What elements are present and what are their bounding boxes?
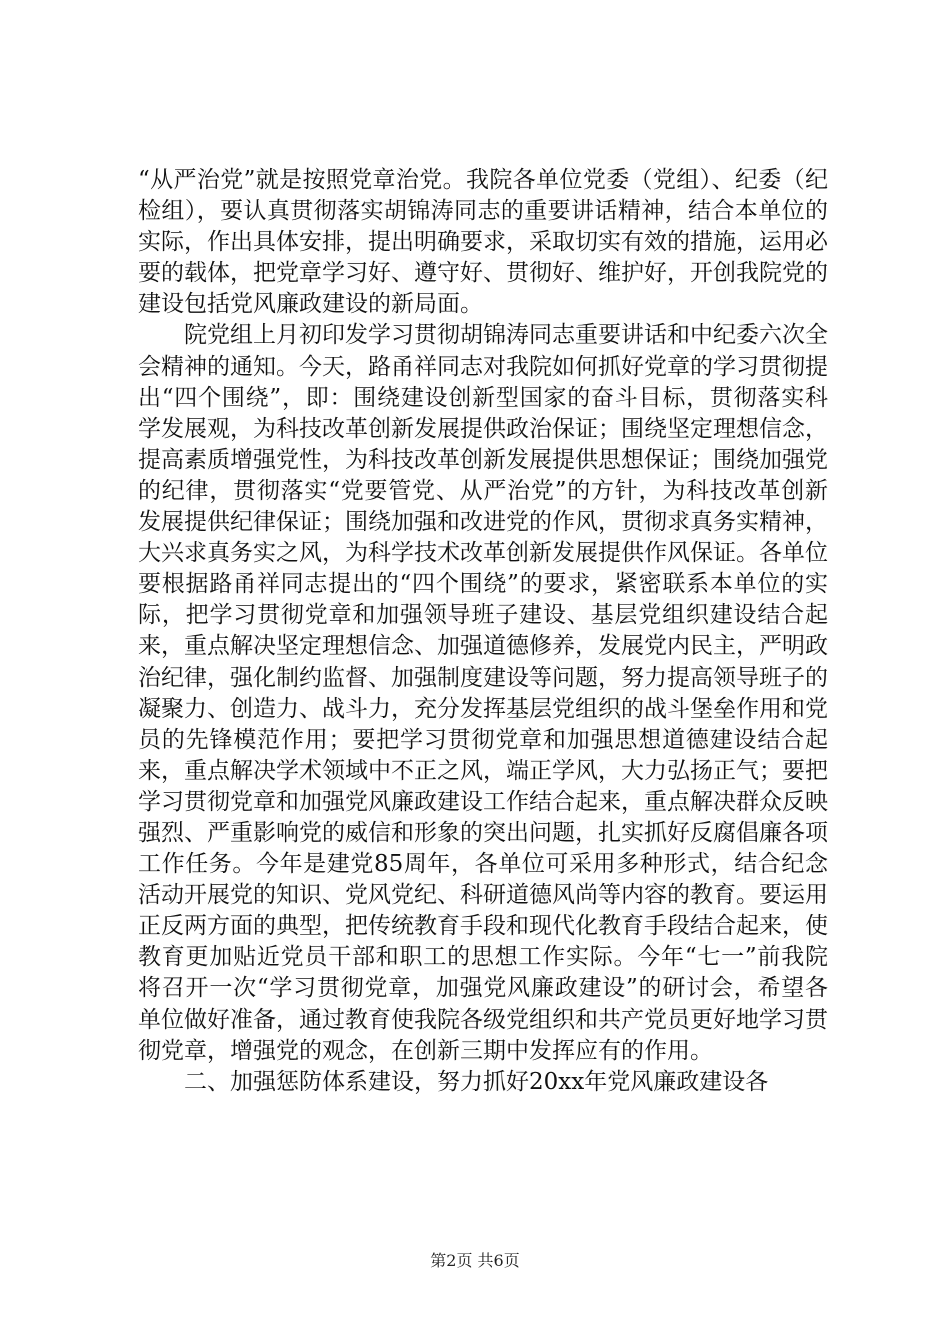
- paragraph-3: 二、加强惩防体系建设，努力抓好20xx年党风廉政建设各: [184, 1068, 769, 1095]
- paragraph-2: 院党组上月初印发学习贯彻胡锦涛同志重要讲话和中纪委六次全会精神的通知。今天，路甬祥同志对我院如何抓好党章的学习贯彻提出“四个围绕”，即：围绕建设创新型国家的奋斗目标，贯彻落实科学发展观，为科技改革创新发展提供政治保证；围绕坚定理想信念，提高素质增强党性，为科技改革创新发展提供思想保证；围绕加强党的纪律，贯彻落实“党要管党、从严治党”的方针，为科技改革创新发展提供纪律保证；围绕加强和改进党的作风，贯彻求真务实精神，大兴求真务实之风，为科学技术改革创新发展提供作风保证。各单位要根据路甬祥同志提出的“四个围绕”的要求，紧密联系本单位的实际，把学习贯彻党章和加强领导班子建设、基层党组织建设结合起来，重点解决坚定理想信念、加强道德修养，发展党内民主，严明政治纪律，强化制约监督、加强制度建设等问题，努力提高领导班子的凝聚力、创造力、战斗力，充分发挥基层党组织的战斗堡垒作用和党员的先锋模范作用；要把学习贯彻党章和加强思想道德建设结合起来，重点解决学术领域中不正之风，端正学风，大力弘扬正气；要把学习贯彻党章和加强党风廉政建设工作结合起来，重点解决群众反映强烈、严重影响党的威信和形象的突出问题，扎实抓好反腐倡廉各项工作任务。今年是建党85周年，各单位可采用多种形式，结合纪念活动开展党的知识、党风党纪、科研道德风尚等内容的教育。要运用正反两方面的典型，把传统教育手段和现代化教育手段结合起来，使教育更加贴近党员干部和职工的思想工作实际。今年“七一”前我院将召开一次“学习贯彻党章，加强党风廉政建设”的研讨会，希望各单位做好准备，通过教育使我院各级党组织和共产党员更好地学习贯彻党章，增强党的观念，在创新三期中发挥应有的作用。: [138, 322, 828, 1064]
- page-footer: 第2页 共6页: [430, 1251, 520, 1270]
- document-body: [138, 165, 828, 1098]
- paragraph-1: “从严治党”就是按照党章治党。我院各单位党委（党组）、纪委（纪检组），要认真贯彻落实胡锦涛同志的重要讲话精神，结合本单位的实际，作出具体安排，提出明确要求，采取切实有效的措施，运用必要的载体，把党章学习好、遵守好、贯彻好、维护好，开创我院党的建设包括党风廉政建设的新局面。: [138, 167, 828, 318]
